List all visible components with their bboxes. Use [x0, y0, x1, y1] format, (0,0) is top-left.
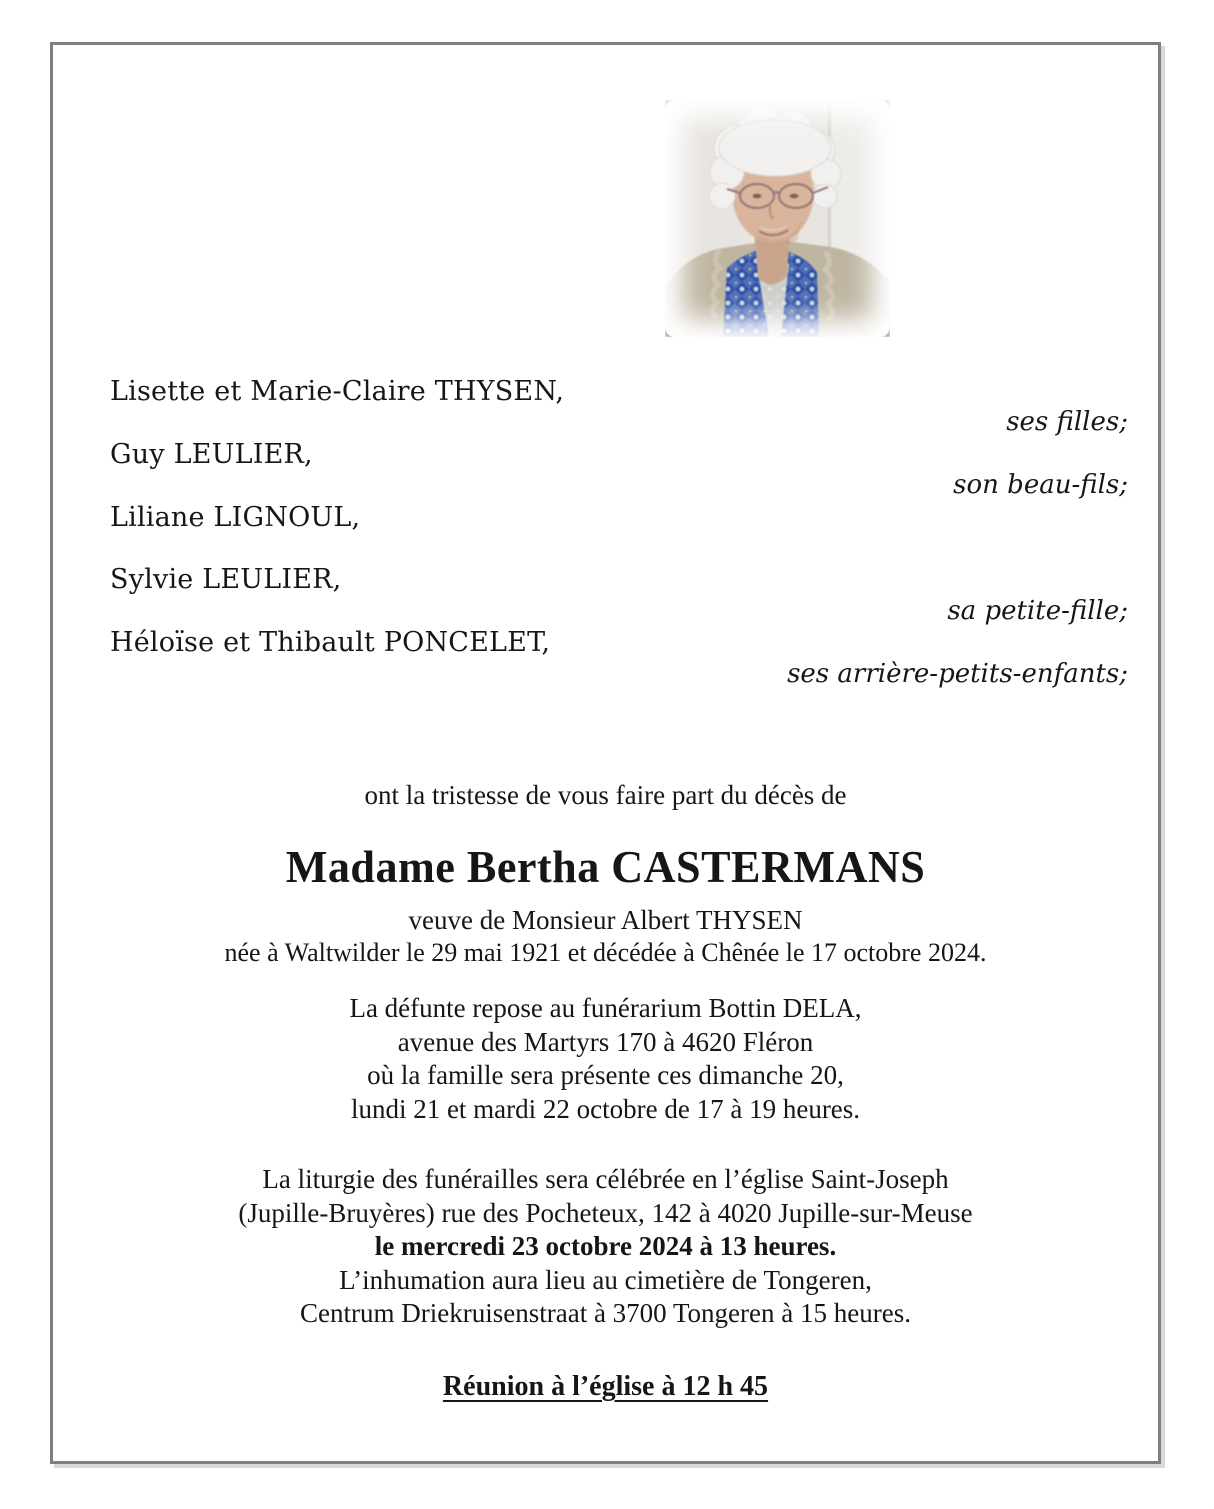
ceremony-section	[53, 1163, 1158, 1331]
family-relation-line: ses filles;	[1006, 407, 1128, 438]
birth-death-line: née à Waltwilder le 29 mai 1921 et décédée à Chênée le 17 octobre 2024.	[224, 938, 987, 967]
meeting-line-text: Réunion à l’église à 12 h 45	[442, 1371, 769, 1402]
family-name-line: Lisette et Marie-Claire THYSEN,	[110, 376, 565, 407]
ceremony-line: Centrum Driekruisenstraat à 3700 Tongeren à 15 heures.	[300, 1298, 911, 1328]
family-name-line: Héloïse et Thibault PONCELET,	[110, 627, 551, 659]
ceremony-line: La liturgie des funérailles sera célébrée en l’église Saint-Joseph	[262, 1164, 949, 1194]
family-relation-line	[110, 533, 1128, 564]
family-name-line: Liliane LIGNOUL,	[110, 501, 361, 533]
repose-line: lundi 21 et mardi 22 octobre de 17 à 19 heures.	[350, 1093, 861, 1124]
deceased-name: Madame Bertha CASTERMANS	[285, 841, 926, 892]
meeting-line	[53, 1371, 1158, 1403]
ceremony-line: (Jupille-Bruyères) rue des Pocheteux, 142 à 4020 Jupille-sur-Meuse	[238, 1197, 973, 1228]
widow-line: veuve de Monsieur Albert THYSEN	[408, 905, 803, 935]
family-name-line: Sylvie LEULIER,	[110, 564, 342, 596]
repose-line: La défunte repose au funérarium Bottin DELA,	[349, 993, 862, 1023]
ceremony-line: L’inhumation aura lieu au cimetière de Tongeren,	[339, 1264, 872, 1295]
family-relation-line: ses arrière-petits-enfants;	[787, 658, 1128, 689]
repose-section	[53, 992, 1158, 1126]
family-relation-line: sa petite-fille;	[947, 595, 1128, 626]
repose-line: avenue des Martyrs 170 à 4620 Fléron	[397, 1026, 814, 1057]
family-name-line: Guy LEULIER,	[110, 438, 313, 470]
portrait-photo	[665, 100, 890, 337]
announcement-intro: ont la tristesse de vous faire part du décès de	[364, 780, 847, 810]
repose-line: où la famille sera présente ces dimanche 20,	[367, 1060, 844, 1090]
family-relation-line: son beau-fils;	[953, 470, 1128, 501]
ceremony-date-line: le mercredi 23 octobre 2024 à 13 heures.	[374, 1231, 837, 1261]
portrait-illustration	[665, 100, 890, 337]
border-frame	[50, 42, 1161, 1464]
family-list	[110, 376, 1128, 690]
